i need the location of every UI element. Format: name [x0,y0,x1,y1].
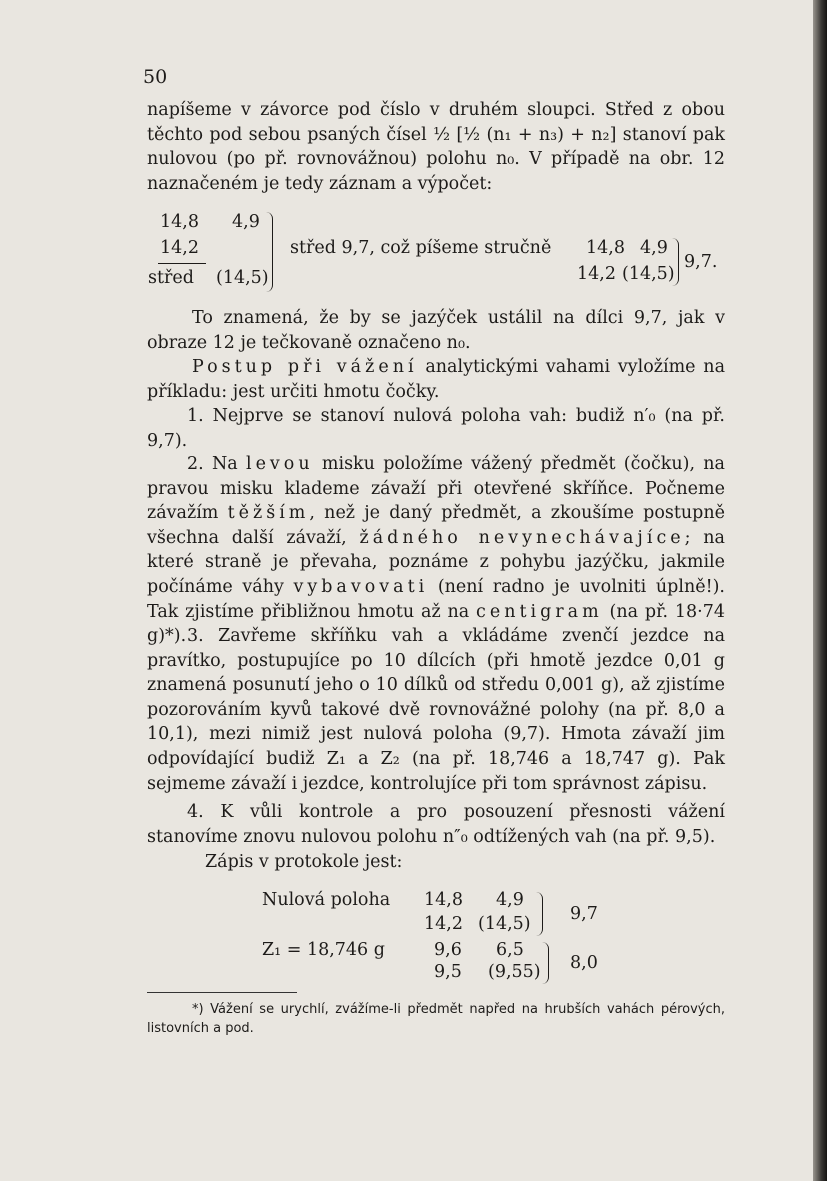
calc-result: 9,7. [684,252,718,272]
calc-r1b: 4,9 [640,238,668,258]
step-2-text-a: 2. Na [187,454,246,474]
step-2-text-c: , než je daný předmět, a zkoušíme postupně všechna další závaží, [147,503,725,548]
step-2-spaced-5: centigram [476,601,603,622]
step-2-spaced-3: žádného nevynechávajíce [359,527,685,548]
protocol-result-2: 8,0 [570,953,598,973]
sum-rule [158,263,206,264]
step-3: 3. Zavřeme skříňku vah a vkládáme zvenčí jezdce na pravítko, postupujíce po 10 dílcích (při hmotě jezdce 0,01 g znamená posunutí jeho o 10 dílků od středu 0,001 g), až zjistíme pozorováním kyvů takové dvě rovnovážné polohy (na př. 8,0 a 10,1), mezi nimiž jest nulová poloha (9,7). Hmota závaží jim odpovídající budiž Z₁ a Z₂ (na př. 18,746 a 18,747 g). Pak sejmeme závaží i jezdce, kontrolujíce při tom správnost zápisu. [147,626,725,794]
procedure-text: analytickými vahami vyložíme na příkladu: jest určiti hmotu čočky. [147,357,725,402]
protocol-heading: Zápis v protokole jest: [205,852,403,872]
calc-r2b: (14,5) [622,264,675,284]
protocol-row3-a: 9,6 [434,940,462,960]
protocol-row4-a: 9,5 [434,962,462,982]
right-brace [672,238,679,286]
step-2-spaced-1: levou [245,454,314,474]
step-4: 4. K vůli kontrole a pro posouzení přesnosti vážení stanovíme znovu nulovou polohu n″₀ odtížených vah (na př. 9,5). [147,802,725,847]
calc-b1: 4,9 [232,212,260,232]
step-2-text-f: (na př. 18·74 g)*). [147,601,726,647]
intro-paragraph: napíšeme v závorce pod číslo v druhém sloupci. Střed z obou těchto pod sebou psaných čísel ½ [½ (n₁ + n₃) + n₂] stanoví pak nulovou (po př. rovnovážnou) polohu n₀. V případě na obr. 12 naznačeném je tedy záznam a výpočet: [147,100,725,194]
step-2-spaced-2: těžším [227,503,310,524]
step-2-spaced-4: vybavovati [293,576,429,597]
calc-r1a: 14,8 [586,238,625,258]
spaced-heading: Postup při vážení [192,357,418,377]
calc-a2: 14,2 [160,238,199,258]
calc-text: střed 9,7, což píšeme stručně [290,238,552,258]
protocol-row2-a: 14,2 [424,914,463,934]
calc-a1: 14,8 [160,212,199,232]
protocol-row3-b: 6,5 [496,940,524,960]
paragraph-procedure [147,355,725,404]
footnote: *) Vážení se urychlí, zvážíme-li předmět napřed na hrubších vahách pérových, listovních a pod. [147,1002,725,1036]
protocol-row3-label: Z₁ = 18,746 g [262,940,385,960]
protocol-row1-b: 4,9 [496,890,524,910]
step-1: 1. Nejprve se stanoví nulová poloha vah: budiž n′₀ (na př. 9,7). [147,406,725,451]
protocol-brace-1 [536,892,543,936]
protocol-row4-b: (9,55) [488,962,541,982]
protocol-row2-b: (14,5) [478,914,531,934]
step-2-text-e: (není radno je uvolniti úplně!). Tak zjistíme přibližnou hmotu až na [147,576,725,622]
step-2-text-d: ; na které straně je převaha, poznáme z pohybu jazýčku, jakmile počínáme váhy [147,527,725,597]
calc-r2a: 14,2 [577,264,616,284]
protocol-row1-label: Nulová poloha [262,890,391,910]
page-edge-shadow [813,0,827,1181]
step-2-text-b: misku položíme vážený předmět (čočku), na pravou misku klademe závaží při otevřené skříňce. Počneme závažím [147,454,725,524]
calc-b3: (14,5) [216,268,269,288]
left-brace [266,212,273,292]
footnote-divider [147,992,297,993]
calc-a3: střed [148,268,194,288]
protocol-brace-2 [542,942,549,984]
page-number: 50 [143,66,168,88]
paragraph-meaning: To znamená, že by se jazýček ustálil na dílci 9,7, jak v obraze 12 je tečkovaně označeno n₀. [147,308,725,353]
protocol-row1-a: 14,8 [424,890,463,910]
protocol-result-1: 9,7 [570,904,598,924]
step-2 [147,452,725,649]
